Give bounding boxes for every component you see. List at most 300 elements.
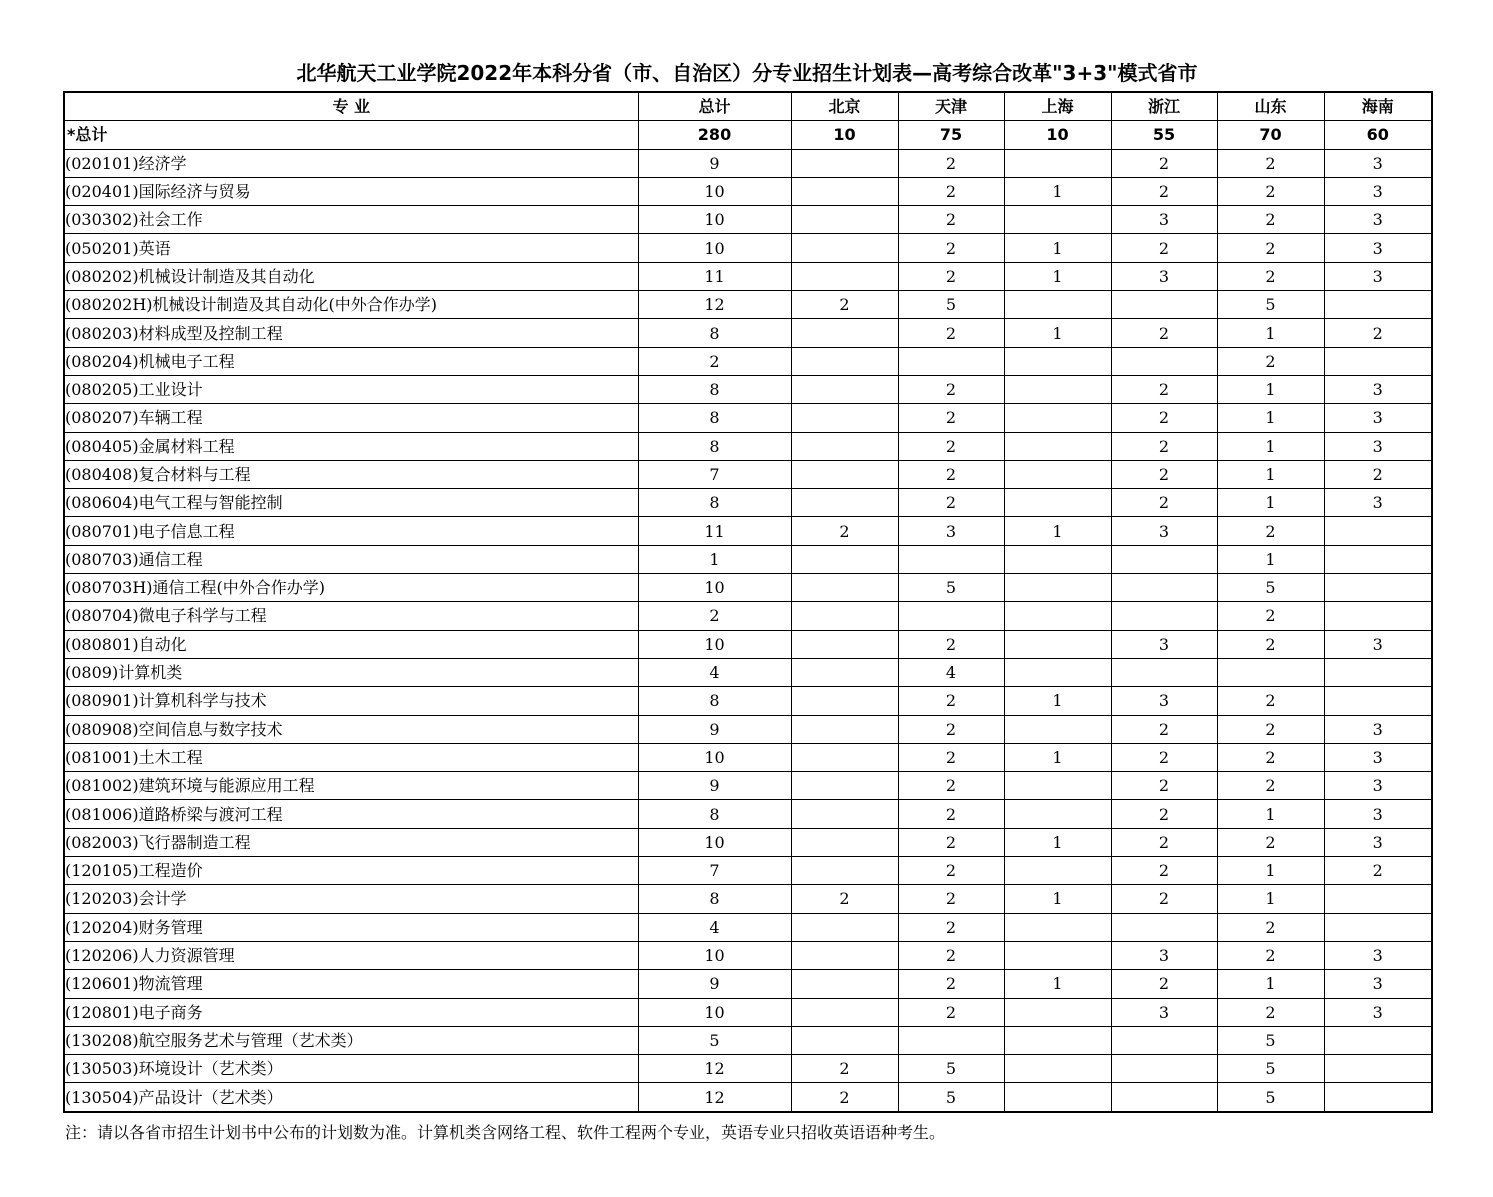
major-name-cell: (120206)人力资源管理 (64, 941, 638, 969)
major-name-cell: (080604)电气工程与智能控制 (64, 489, 638, 517)
quota-cell (791, 545, 898, 573)
quota-cell (791, 432, 898, 460)
quota-cell (1324, 1083, 1432, 1112)
quota-cell (791, 743, 898, 771)
quota-cell: 10 (638, 177, 791, 205)
quota-cell (791, 970, 898, 998)
quota-cell (1004, 1026, 1111, 1054)
table-row (64, 630, 1432, 658)
quota-cell (791, 715, 898, 743)
quota-cell: 5 (1217, 1026, 1324, 1054)
total-cell: 55 (1111, 121, 1217, 149)
major-name-cell: (080202)机械设计制造及其自动化 (64, 262, 638, 290)
quota-cell: 2 (1111, 319, 1217, 347)
quota-cell (1217, 658, 1324, 686)
quota-cell: 1 (1217, 460, 1324, 488)
quota-cell: 2 (898, 630, 1004, 658)
major-name-cell: (030302)社会工作 (64, 206, 638, 234)
quota-cell (898, 347, 1004, 375)
quota-cell: 2 (1111, 800, 1217, 828)
table-row (64, 857, 1432, 885)
quota-cell: 3 (1324, 375, 1432, 403)
quota-cell: 9 (638, 715, 791, 743)
quota-cell: 2 (1217, 347, 1324, 375)
quota-cell (1111, 1055, 1217, 1083)
table-row (64, 489, 1432, 517)
quota-cell (1004, 404, 1111, 432)
quota-cell (1004, 206, 1111, 234)
quota-cell: 2 (1111, 715, 1217, 743)
quota-cell: 3 (1111, 630, 1217, 658)
table-row (64, 743, 1432, 771)
quota-cell (791, 375, 898, 403)
quota-cell: 3 (1111, 262, 1217, 290)
quota-cell (1324, 291, 1432, 319)
table-row (64, 234, 1432, 262)
table-row (64, 291, 1432, 319)
quota-cell: 2 (898, 970, 1004, 998)
table-row (64, 432, 1432, 460)
quota-cell: 2 (1111, 489, 1217, 517)
quota-cell: 2 (1217, 941, 1324, 969)
quota-cell: 1 (1004, 885, 1111, 913)
quota-cell: 2 (898, 913, 1004, 941)
major-name-cell: (120801)电子商务 (64, 998, 638, 1026)
major-name-cell: (0809)计算机类 (64, 658, 638, 686)
quota-cell: 10 (638, 743, 791, 771)
quota-cell (1324, 545, 1432, 573)
quota-cell: 2 (791, 517, 898, 545)
quota-cell: 5 (638, 1026, 791, 1054)
major-name-cell: (080901)计算机科学与技术 (64, 687, 638, 715)
table-row (64, 375, 1432, 403)
quota-cell: 3 (898, 517, 1004, 545)
quota-cell: 2 (1217, 743, 1324, 771)
major-name-cell: (120204)财务管理 (64, 913, 638, 941)
quota-cell: 3 (1324, 715, 1432, 743)
quota-cell: 3 (1324, 743, 1432, 771)
total-cell: 60 (1324, 121, 1432, 149)
quota-cell: 2 (898, 998, 1004, 1026)
quota-cell: 8 (638, 687, 791, 715)
table-row (64, 998, 1432, 1026)
table-row (64, 913, 1432, 941)
major-name-cell: (020101)经济学 (64, 149, 638, 177)
quota-cell: 3 (1324, 432, 1432, 460)
quota-cell: 1 (1217, 404, 1324, 432)
quota-cell (1111, 545, 1217, 573)
quota-cell: 3 (1324, 177, 1432, 205)
column-header-major: 专 业 (64, 92, 638, 121)
quota-cell (791, 800, 898, 828)
quota-cell: 2 (1217, 234, 1324, 262)
quota-cell (1111, 347, 1217, 375)
quota-cell (1004, 857, 1111, 885)
quota-cell: 1 (1217, 545, 1324, 573)
quota-cell: 5 (898, 291, 1004, 319)
quota-cell: 1 (1004, 262, 1111, 290)
quota-cell: 3 (1324, 772, 1432, 800)
quota-cell: 8 (638, 404, 791, 432)
major-name-cell: (080908)空间信息与数字技术 (64, 715, 638, 743)
table-row (64, 177, 1432, 205)
quota-cell: 7 (638, 460, 791, 488)
quota-cell: 2 (1111, 460, 1217, 488)
total-cell: 10 (1004, 121, 1111, 149)
quota-cell: 1 (1004, 743, 1111, 771)
quota-cell: 2 (898, 375, 1004, 403)
table-row (64, 1083, 1432, 1112)
table-row (64, 885, 1432, 913)
quota-cell: 2 (898, 489, 1004, 517)
major-name-cell: (080704)微电子科学与工程 (64, 602, 638, 630)
quota-cell: 12 (638, 1055, 791, 1083)
quota-cell (1324, 517, 1432, 545)
major-name-cell: (080204)机械电子工程 (64, 347, 638, 375)
quota-cell: 9 (638, 149, 791, 177)
table-row (64, 206, 1432, 234)
quota-cell: 2 (1111, 432, 1217, 460)
quota-cell (1324, 913, 1432, 941)
quota-cell (791, 177, 898, 205)
quota-cell: 2 (1111, 404, 1217, 432)
quota-cell: 7 (638, 857, 791, 885)
quota-cell: 1 (1217, 857, 1324, 885)
quota-cell (898, 545, 1004, 573)
column-header-hainan: 海南 (1324, 92, 1432, 121)
table-row (64, 517, 1432, 545)
total-cell: 70 (1217, 121, 1324, 149)
quota-cell: 2 (1217, 715, 1324, 743)
quota-cell: 2 (1217, 630, 1324, 658)
quota-cell: 5 (1217, 291, 1324, 319)
quota-cell: 2 (1324, 460, 1432, 488)
quota-cell (791, 630, 898, 658)
quota-cell (1324, 1026, 1432, 1054)
total-cell: 10 (791, 121, 898, 149)
quota-cell: 3 (1324, 630, 1432, 658)
quota-cell: 3 (1324, 941, 1432, 969)
quota-cell (1004, 913, 1111, 941)
major-name-cell: (120105)工程造价 (64, 857, 638, 885)
quota-cell: 2 (898, 715, 1004, 743)
table-row (64, 828, 1432, 856)
major-name-cell: (081002)建筑环境与能源应用工程 (64, 772, 638, 800)
major-name-cell: (080405)金属材料工程 (64, 432, 638, 460)
quota-cell: 10 (638, 828, 791, 856)
quota-cell: 2 (1111, 885, 1217, 913)
quota-cell: 1 (1217, 432, 1324, 460)
major-name-cell: (130208)航空服务艺术与管理（艺术类） (64, 1026, 638, 1054)
quota-cell (1004, 630, 1111, 658)
table-row (64, 800, 1432, 828)
quota-cell: 5 (898, 1083, 1004, 1112)
major-name-cell: (120601)物流管理 (64, 970, 638, 998)
table-row (64, 262, 1432, 290)
quota-cell (1324, 602, 1432, 630)
quota-cell: 11 (638, 517, 791, 545)
page-title: 北华航天工业学院2022年本科分省（市、自治区）分专业招生计划表—高考综合改革"3+3"模式省市 (296, 61, 1198, 85)
major-name-cell: (080703)通信工程 (64, 545, 638, 573)
quota-cell: 2 (898, 319, 1004, 347)
quota-cell (791, 319, 898, 347)
quota-cell (791, 574, 898, 602)
quota-cell (1004, 715, 1111, 743)
quota-cell: 5 (1217, 574, 1324, 602)
quota-cell: 2 (1217, 828, 1324, 856)
quota-cell: 1 (1004, 234, 1111, 262)
quota-cell: 3 (1111, 206, 1217, 234)
major-name-cell: (081006)道路桥梁与渡河工程 (64, 800, 638, 828)
footnote: 注：请以各省市招生计划书中公布的计划数为准。计算机类含网络工程、软件工程两个专业，英语专业只招收英语语种考生。 (65, 1123, 946, 1142)
table-row (64, 574, 1432, 602)
quota-cell: 2 (1111, 772, 1217, 800)
quota-cell (1111, 658, 1217, 686)
table-row (64, 545, 1432, 573)
table-row (64, 602, 1432, 630)
quota-cell: 1 (1004, 687, 1111, 715)
quota-cell: 5 (1217, 1083, 1324, 1112)
quota-cell (791, 489, 898, 517)
table-row (64, 149, 1432, 177)
quota-cell: 1 (1217, 800, 1324, 828)
quota-cell (791, 687, 898, 715)
total-label: *总计 (64, 121, 638, 149)
major-name-cell: (020401)国际经济与贸易 (64, 177, 638, 205)
quota-cell (1324, 658, 1432, 686)
quota-cell (1004, 1083, 1111, 1112)
quota-cell: 2 (1217, 602, 1324, 630)
quota-cell: 10 (638, 941, 791, 969)
table-row (64, 347, 1432, 375)
quota-cell (1004, 347, 1111, 375)
quota-cell: 3 (1324, 800, 1432, 828)
quota-cell: 1 (1217, 489, 1324, 517)
quota-cell: 2 (1217, 177, 1324, 205)
quota-cell: 1 (1217, 319, 1324, 347)
quota-cell (1324, 347, 1432, 375)
quota-cell (1004, 149, 1111, 177)
quota-cell (791, 602, 898, 630)
quota-cell (1324, 1055, 1432, 1083)
table-row (64, 460, 1432, 488)
quota-cell: 5 (898, 574, 1004, 602)
quota-cell (1111, 574, 1217, 602)
quota-cell (1324, 687, 1432, 715)
table-row (64, 1026, 1432, 1054)
quota-cell: 1 (1004, 970, 1111, 998)
quota-cell: 3 (1324, 234, 1432, 262)
quota-cell: 1 (1004, 177, 1111, 205)
major-name-cell: (130504)产品设计（艺术类） (64, 1083, 638, 1112)
quota-cell: 2 (898, 800, 1004, 828)
total-cell: 75 (898, 121, 1004, 149)
quota-cell (898, 1026, 1004, 1054)
table-row (64, 658, 1432, 686)
quota-cell: 5 (1217, 1055, 1324, 1083)
table-row (64, 772, 1432, 800)
table-row (64, 941, 1432, 969)
quota-cell (1004, 658, 1111, 686)
quota-cell (791, 913, 898, 941)
quota-cell: 2 (898, 857, 1004, 885)
quota-cell: 2 (898, 177, 1004, 205)
quota-cell: 3 (1324, 998, 1432, 1026)
quota-cell (1004, 998, 1111, 1026)
quota-cell (1004, 800, 1111, 828)
quota-cell: 12 (638, 1083, 791, 1112)
quota-cell (1004, 375, 1111, 403)
quota-cell: 2 (791, 1055, 898, 1083)
quota-cell: 1 (1217, 885, 1324, 913)
quota-cell: 2 (1217, 517, 1324, 545)
quota-cell (1111, 913, 1217, 941)
quota-cell: 10 (638, 998, 791, 1026)
quota-cell: 8 (638, 319, 791, 347)
quota-cell (1004, 291, 1111, 319)
total-cell: 280 (638, 121, 791, 149)
quota-cell: 2 (898, 772, 1004, 800)
quota-cell: 9 (638, 970, 791, 998)
quota-cell: 4 (638, 658, 791, 686)
enrollment-plan-table (63, 91, 1433, 1113)
quota-cell: 8 (638, 432, 791, 460)
quota-cell: 10 (638, 574, 791, 602)
quota-cell: 3 (1324, 206, 1432, 234)
quota-cell: 3 (1111, 687, 1217, 715)
table-row (64, 1055, 1432, 1083)
major-name-cell: (080408)复合材料与工程 (64, 460, 638, 488)
quota-cell (1004, 574, 1111, 602)
quota-cell: 2 (898, 743, 1004, 771)
column-header-beijing: 北京 (791, 92, 898, 121)
quota-cell: 1 (1217, 970, 1324, 998)
quota-cell (791, 347, 898, 375)
quota-cell: 2 (1111, 970, 1217, 998)
quota-cell (791, 206, 898, 234)
quota-cell (791, 998, 898, 1026)
quota-cell (791, 404, 898, 432)
major-name-cell: (130503)环境设计（艺术类） (64, 1055, 638, 1083)
major-name-cell: (080801)自动化 (64, 630, 638, 658)
major-name-cell: (081001)土木工程 (64, 743, 638, 771)
quota-cell: 2 (1111, 375, 1217, 403)
quota-cell: 2 (1324, 857, 1432, 885)
quota-cell (791, 460, 898, 488)
quota-cell: 3 (1324, 489, 1432, 517)
quota-cell (1004, 545, 1111, 573)
quota-cell: 2 (1111, 743, 1217, 771)
quota-cell (791, 1026, 898, 1054)
table-row (64, 970, 1432, 998)
quota-cell: 2 (898, 941, 1004, 969)
major-name-cell: (080207)车辆工程 (64, 404, 638, 432)
quota-cell: 2 (898, 828, 1004, 856)
quota-cell: 2 (898, 885, 1004, 913)
quota-cell: 1 (1004, 319, 1111, 347)
column-header-shandong: 山东 (1217, 92, 1324, 121)
quota-cell (791, 828, 898, 856)
table-row (64, 319, 1432, 347)
quota-cell: 2 (1111, 149, 1217, 177)
quota-cell: 2 (898, 262, 1004, 290)
quota-cell: 2 (1217, 998, 1324, 1026)
quota-cell: 3 (1111, 517, 1217, 545)
quota-cell (1111, 1026, 1217, 1054)
major-name-cell: (080703H)通信工程(中外合作办学) (64, 574, 638, 602)
quota-cell: 2 (638, 347, 791, 375)
quota-cell: 3 (1324, 149, 1432, 177)
quota-cell: 8 (638, 489, 791, 517)
quota-cell (1004, 1055, 1111, 1083)
column-header-tianjin: 天津 (898, 92, 1004, 121)
quota-cell (791, 941, 898, 969)
quota-cell: 2 (791, 291, 898, 319)
quota-cell (1111, 602, 1217, 630)
quota-cell: 11 (638, 262, 791, 290)
total-row (64, 121, 1432, 149)
quota-cell: 2 (1217, 913, 1324, 941)
quota-cell: 10 (638, 234, 791, 262)
quota-cell: 3 (1324, 970, 1432, 998)
quota-cell (898, 602, 1004, 630)
major-name-cell: (080203)材料成型及控制工程 (64, 319, 638, 347)
quota-cell: 2 (791, 885, 898, 913)
quota-cell: 12 (638, 291, 791, 319)
quota-cell: 2 (898, 404, 1004, 432)
quota-cell: 2 (1111, 857, 1217, 885)
column-header-total: 总计 (638, 92, 791, 121)
quota-cell: 8 (638, 800, 791, 828)
quota-cell: 1 (1004, 828, 1111, 856)
quota-cell: 3 (1324, 262, 1432, 290)
quota-cell: 2 (1111, 828, 1217, 856)
quota-cell: 3 (1324, 828, 1432, 856)
quota-cell: 4 (898, 658, 1004, 686)
quota-cell: 2 (1217, 206, 1324, 234)
quota-cell: 5 (898, 1055, 1004, 1083)
quota-cell (1324, 574, 1432, 602)
quota-cell: 10 (638, 206, 791, 234)
quota-cell: 2 (1217, 687, 1324, 715)
quota-cell (1111, 291, 1217, 319)
quota-cell: 2 (1217, 149, 1324, 177)
quota-cell (1004, 941, 1111, 969)
major-name-cell: (120203)会计学 (64, 885, 638, 913)
table-row (64, 404, 1432, 432)
quota-cell (791, 234, 898, 262)
quota-cell (1004, 489, 1111, 517)
table-row (64, 687, 1432, 715)
quota-cell: 2 (898, 149, 1004, 177)
quota-cell: 3 (1111, 941, 1217, 969)
quota-cell: 3 (1111, 998, 1217, 1026)
quota-cell (1324, 885, 1432, 913)
quota-cell: 2 (1324, 319, 1432, 347)
quota-cell: 2 (1111, 234, 1217, 262)
quota-cell (1004, 432, 1111, 460)
quota-cell (791, 262, 898, 290)
quota-cell: 2 (1217, 772, 1324, 800)
quota-cell: 2 (898, 234, 1004, 262)
major-name-cell: (080202H)机械设计制造及其自动化(中外合作办学) (64, 291, 638, 319)
quota-cell: 2 (898, 432, 1004, 460)
major-name-cell: (080205)工业设计 (64, 375, 638, 403)
quota-cell: 1 (1004, 517, 1111, 545)
quota-cell (791, 149, 898, 177)
quota-cell: 2 (791, 1083, 898, 1112)
quota-cell: 2 (898, 460, 1004, 488)
